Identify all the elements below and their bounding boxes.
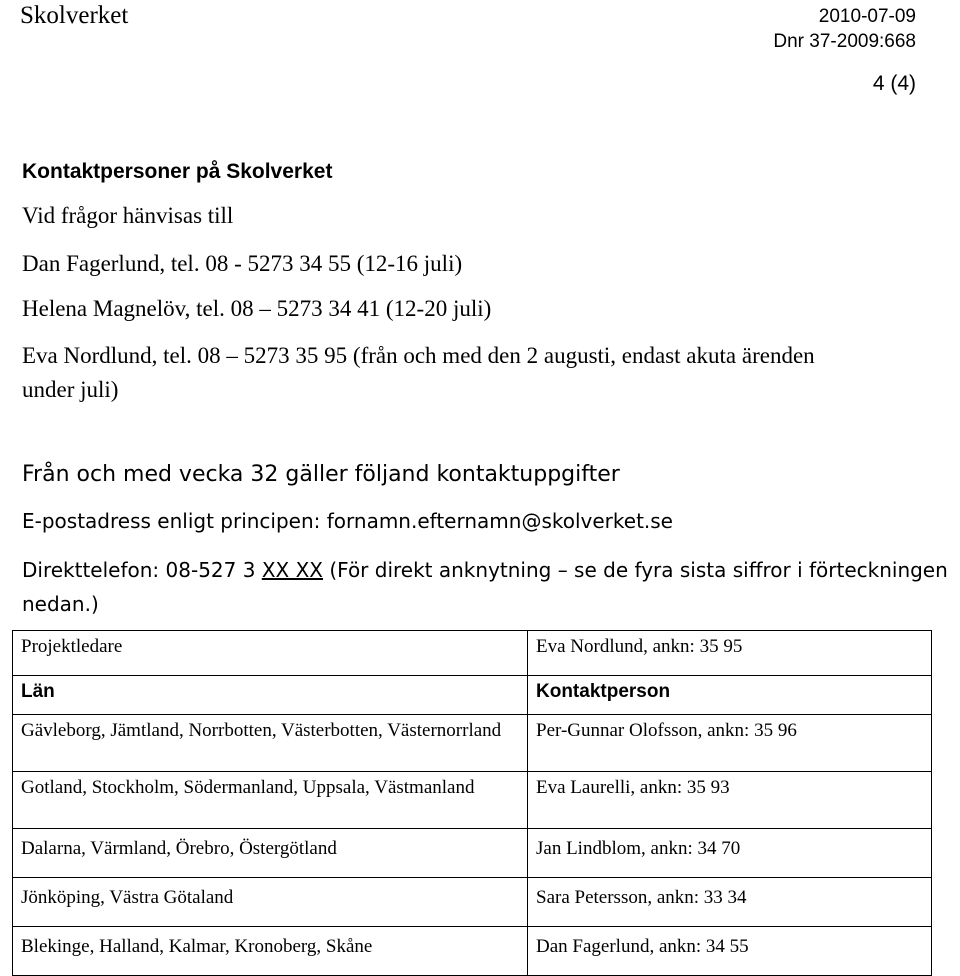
contact-cell: Dan Fagerlund, ankn: 34 55 [528,927,932,976]
direct-prefix: Direkttelefon: 08-527 3 [22,558,256,582]
table-header-row [13,676,932,715]
from-week-note: Från och med vecka 32 gäller följand kontaktuppgifter [22,462,620,487]
email-principle: E-postadress enligt principen: fornamn.efternamn@skolverket.se [22,509,673,533]
contact-line-eva: Eva Nordlund, tel. 08 – 5273 35 95 (från och med den 2 augusti, endast akuta ärenden [22,343,815,368]
direct-suffix: (För direkt anknytning – se de fyra sista siffror i förteckningen nedan.) [22,558,948,616]
lan-cell: Jönköping, Västra Götaland [13,878,528,927]
direct-phone-note [22,553,952,621]
col-header-contact: Kontaktperson [528,676,932,715]
table-row [13,829,932,878]
header-meta [773,4,916,54]
document-number: Dnr 37-2009:668 [773,31,916,52]
contacts-heading: Kontaktpersoner på Skolverket [22,160,333,183]
table-row [13,927,932,976]
document-date: 2010-07-09 [818,6,916,27]
org-name: Skolverket [20,2,129,29]
lan-cell: Gotland, Stockholm, Södermanland, Uppsala, Västmanland [13,772,528,829]
contact-cell: Sara Petersson, ankn: 33 34 [528,878,932,927]
contact-table [12,630,932,976]
contact-cell: Eva Laurelli, ankn: 35 93 [528,772,932,829]
lan-cell: Dalarna, Värmland, Örebro, Östergötland [13,829,528,878]
direct-code: XX XX [261,558,323,582]
contact-line-helena: Helena Magnelöv, tel. 08 – 5273 34 41 (12-20 juli) [22,296,492,321]
contact-line-dan: Dan Fagerlund, tel. 08 - 5273 34 55 (12-16 juli) [22,251,463,276]
contact-line-eva-cont: under juli) [22,377,119,402]
project-leader-row [13,631,932,676]
table-row [13,715,932,772]
contacts-intro: Vid frågor hänvisas till [22,203,234,228]
project-leader-label: Projektledare [13,631,528,676]
lan-cell: Gävleborg, Jämtland, Norrbotten, Västerbotten, Västernorrland [13,715,528,772]
col-header-lan: Län [13,676,528,715]
table-row [13,772,932,829]
page-number: 4 (4) [872,72,916,95]
lan-cell: Blekinge, Halland, Kalmar, Kronoberg, Skåne [13,927,528,976]
contact-cell: Jan Lindblom, ankn: 34 70 [528,829,932,878]
contact-cell: Per-Gunnar Olofsson, ankn: 35 96 [528,715,932,772]
project-leader-value: Eva Nordlund, ankn: 35 95 [528,631,932,676]
table-row [13,878,932,927]
